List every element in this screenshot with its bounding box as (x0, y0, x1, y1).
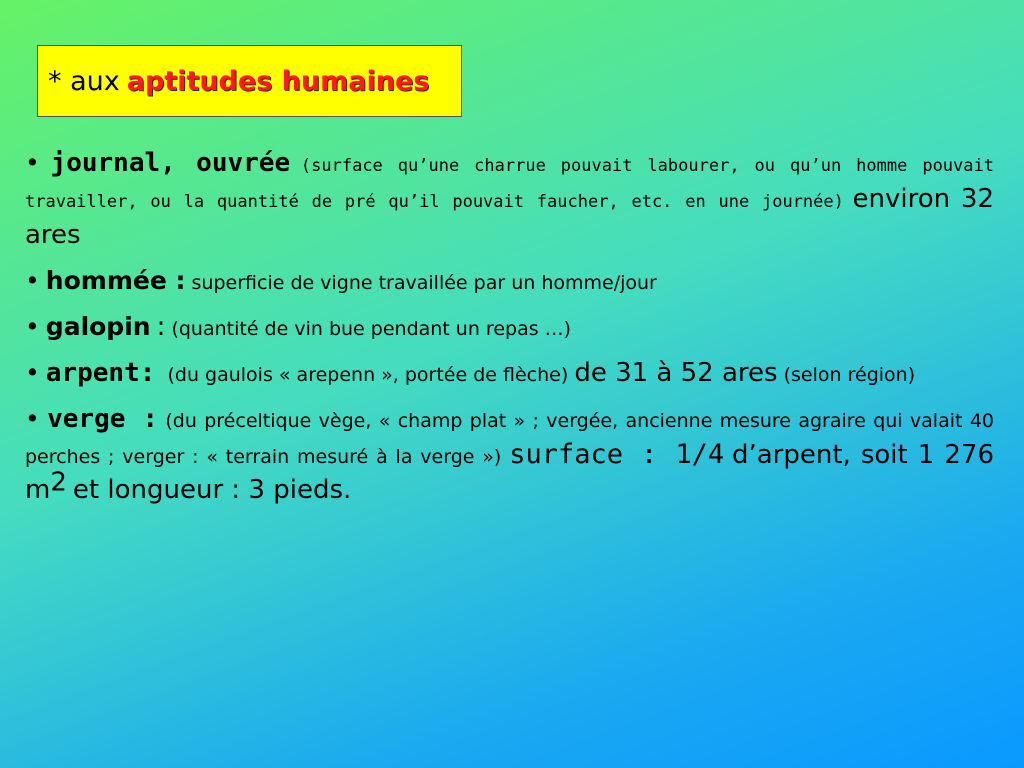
slide-title-box (37, 45, 462, 117)
desc-hommee: superficie de vigne travaillée par un homme/jour (191, 272, 657, 294)
value-arpent: de 31 à 52 ares (574, 358, 778, 388)
item-galopin (25, 310, 994, 346)
bullet-icon: • (25, 148, 40, 177)
item-verge (25, 402, 994, 509)
slide-content (25, 146, 994, 519)
term-journal: journal, ouvrée (50, 148, 291, 178)
desc-verge: (du préceltique vège, « champ plat » ; vergée, ancienne mesure agraire qui valait 40 perches ; verger : « terrain mesuré à la verge ») (25, 410, 994, 468)
desc-galopin: (quantité de vin bue pendant un repas …) (171, 318, 572, 340)
superscript-2: 2 (50, 467, 67, 498)
item-arpent (25, 356, 994, 392)
bullet-icon: • (25, 312, 40, 341)
desc-arpent: (du gaulois « arepenn », portée de flèche) (167, 364, 569, 386)
title-accent: aptitudes humaines (126, 65, 430, 97)
note-arpent: (selon région) (783, 364, 916, 386)
value-verge-length: et longueur : 3 pieds. (72, 475, 352, 505)
bullet-icon: • (25, 266, 40, 295)
value-verge-surface: surface : 1/4 (509, 439, 725, 470)
bullet-icon: • (25, 404, 40, 433)
term-arpent: arpent: (45, 358, 156, 388)
term-hommee: hommée : (45, 266, 186, 295)
item-journal (25, 146, 994, 254)
term-verge: verge : (47, 404, 158, 434)
colon-galopin: : (156, 312, 166, 342)
value-journal: environ 32 ares (25, 184, 994, 250)
desc-journal: (surface qu’une charrue pouvait labourer, ou qu’un homme pouvait travailler, ou la quantité de pré qu’il pouvait faucher, etc. en une journée) (25, 156, 994, 212)
term-galopin: galopin (45, 312, 151, 341)
bullet-icon: • (25, 358, 40, 387)
title-prefix: * aux (48, 65, 120, 97)
item-hommee (25, 264, 994, 300)
value-verge-arpent: d’arpent, soit 1 276 m (25, 440, 994, 505)
